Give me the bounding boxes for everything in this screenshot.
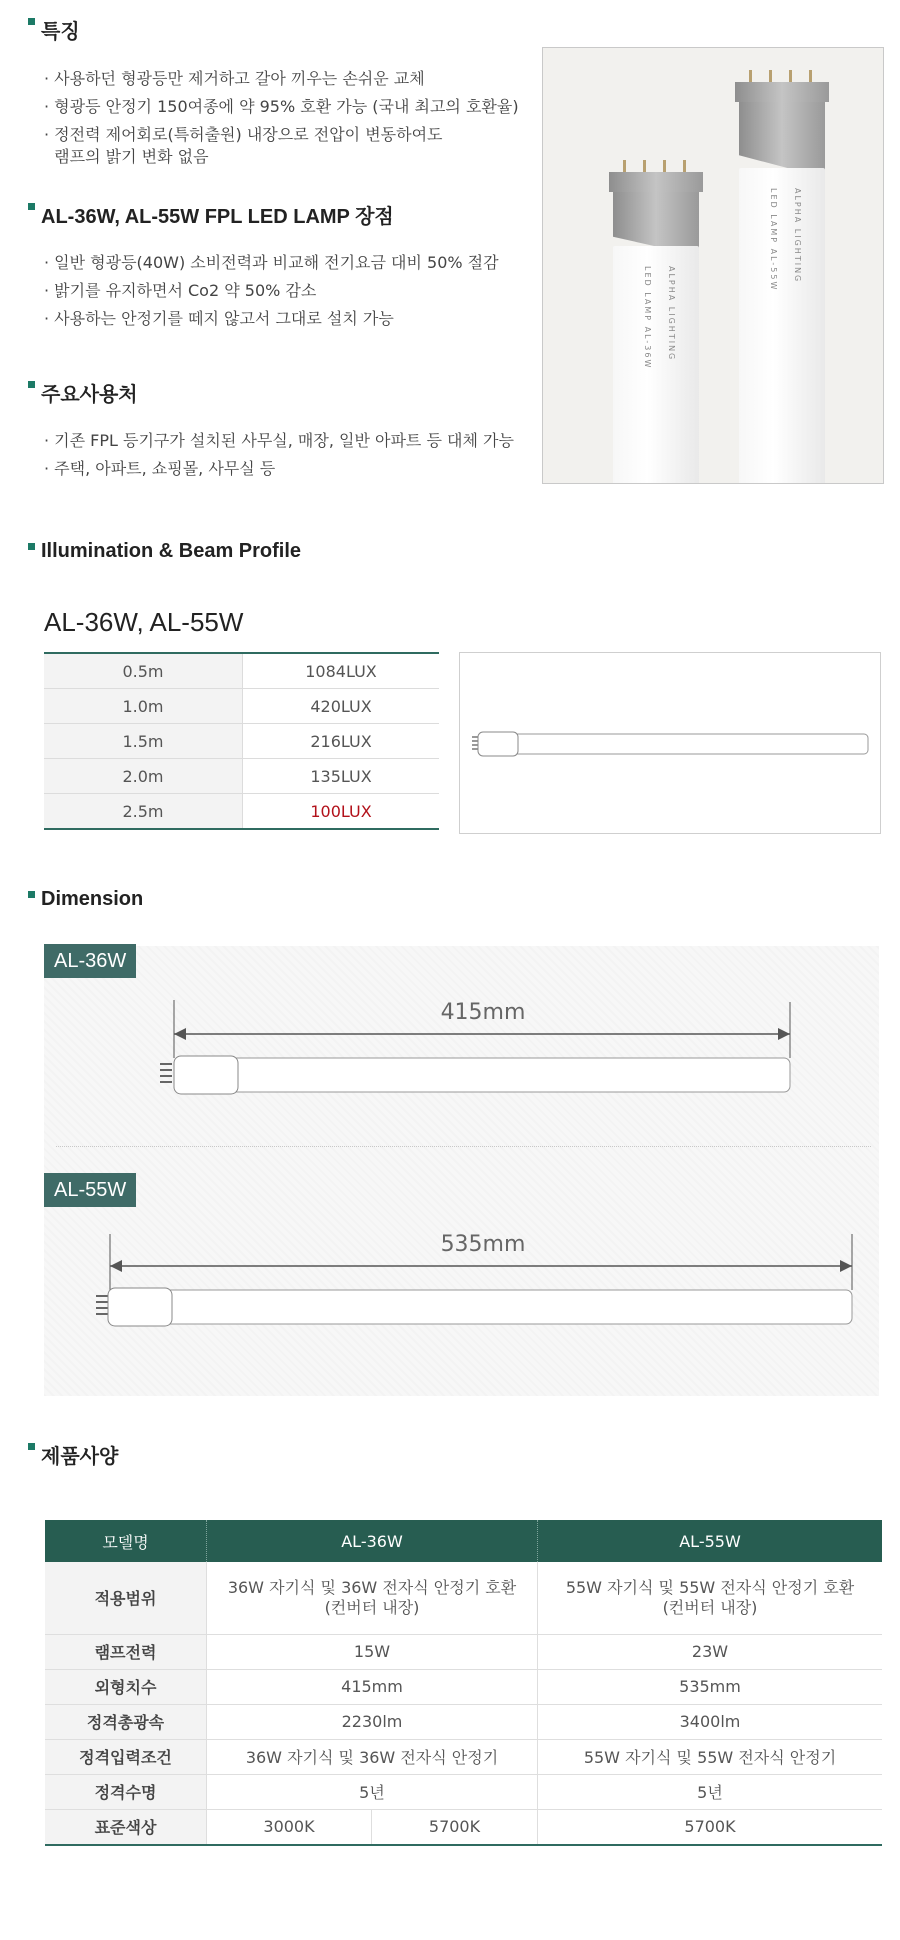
illumination-model: AL-36W, AL-55W [44,607,244,637]
distance-cell: 1.5m [44,724,243,759]
list-item: · 사용하는 안정기를 떼지 않고서 그대로 설치 가능 [44,309,394,328]
lux-cell: 100LUX [243,794,440,830]
row-header: 표준색상 [45,1809,207,1845]
distance-cell: 2.0m [44,759,243,794]
lamp-model-text: LED LAMP AL-55W [769,188,778,292]
distance-cell: 0.5m [44,653,243,689]
lamp-tube-shape [478,734,868,754]
arrow-right-icon [840,1260,852,1272]
spec-cell: 15W [207,1634,538,1669]
list-item: · 밝기를 유지하면서 Co2 약 50% 감소 [44,281,317,300]
arrow-left-icon [174,1028,186,1040]
spec-cell: 36W 자기식 및 36W 전자식 안정기 호환 (컨버터 내장) [207,1562,538,1634]
list-item: 램프의 밝기 변화 없음 [44,147,209,166]
row-header: 정격수명 [45,1774,207,1809]
lamp-brand-text: ALPHA LIGHTING [793,188,802,284]
list-item: · 형광등 안정기 150여종에 약 95% 호환 가능 (국내 최고의 호환율) [44,97,519,116]
table-row [45,1634,882,1669]
spec-cell: 5700K [372,1809,538,1845]
lux-cell: 135LUX [243,759,440,794]
spec-cell: 3400lm [538,1704,883,1739]
usage-title: 주요사용처 [28,378,138,407]
table-row [44,689,439,724]
table-row [45,1669,882,1704]
spec-cell: 5년 [207,1774,538,1809]
arrow-right-icon [778,1028,790,1040]
section-bullet-icon [28,543,35,550]
section-bullet-icon [28,381,35,388]
lamp-tube-shape [108,1290,852,1324]
lux-table [44,652,439,830]
spec-cell: 2230lm [207,1704,538,1739]
row-header: 램프전력 [45,1634,207,1669]
spec-cell: 5년 [538,1774,883,1809]
spec-cell: 55W 자기식 및 55W 전자식 안정기 호환 (컨버터 내장) [538,1562,883,1634]
lamp-cap-shape [108,1288,172,1326]
table-row [44,759,439,794]
dimension-length: 535mm [440,1232,526,1257]
spec-cell: 535mm [538,1669,883,1704]
lamp-pins-icon [96,1296,108,1314]
lamp-pins-icon [472,737,478,749]
lux-cell: 1084LUX [243,653,440,689]
table-row [44,653,439,689]
spec-cell: 55W 자기식 및 55W 전자식 안정기 [538,1739,883,1774]
header-al36w: AL-36W [207,1520,538,1562]
table-header-row [45,1520,882,1562]
header-al55w: AL-55W [538,1520,883,1562]
dimension-divider [56,1146,871,1147]
table-row [45,1562,882,1634]
table-row [44,724,439,759]
dimension-model-label: AL-55W [44,1173,136,1207]
list-item: · 정전력 제어회로(특허출원) 내장으로 전압이 변동하여도 [44,125,443,144]
lamp-model-text: LED LAMP AL-36W [643,266,652,370]
lamp-cap-shape [174,1056,238,1094]
spec-cell: 415mm [207,1669,538,1704]
lamp-pins-icon [160,1064,172,1082]
dimension-model-label: AL-36W [44,944,136,978]
lamp-cap-shape [478,732,518,756]
list-item: · 일반 형광등(40W) 소비전력과 비교해 전기요금 대비 50% 절감 [44,253,499,272]
product-photo [542,47,884,484]
dimension-drawing-55w [90,1232,870,1332]
spec-cell: 5700K [538,1809,883,1845]
lamp-cap [609,172,703,192]
list-item: · 주택, 아파트, 쇼핑몰, 사무실 등 [44,459,276,478]
dimension-drawing-36w [150,1000,810,1100]
row-header: 정격총광속 [45,1704,207,1739]
distance-cell: 2.5m [44,794,243,830]
dimension-length: 415mm [440,1000,526,1025]
table-row [44,794,439,830]
header-model: 모델명 [45,1520,207,1562]
beam-lamp-illustration [460,653,880,833]
section-bullet-icon [28,1443,35,1450]
arrow-left-icon [110,1260,122,1272]
lamp-cap [735,82,829,102]
spec-cell: 36W 자기식 및 36W 전자식 안정기 [207,1739,538,1774]
row-header: 외형치수 [45,1669,207,1704]
spec-table [45,1520,882,1846]
lamp-brand-text: ALPHA LIGHTING [667,266,676,362]
row-header: 정격입력조건 [45,1739,207,1774]
lux-cell: 420LUX [243,689,440,724]
spec-cell: 3000K [207,1809,372,1845]
table-row [45,1809,882,1845]
table-row [45,1704,882,1739]
dimension-title: Dimension [28,888,143,911]
lamp-tube-shape [174,1058,790,1092]
beam-profile-box [459,652,881,834]
section-bullet-icon [28,203,35,210]
table-row [45,1774,882,1809]
section-bullet-icon [28,891,35,898]
table-row [45,1739,882,1774]
distance-cell: 1.0m [44,689,243,724]
lux-cell: 216LUX [243,724,440,759]
lamp-body-small [613,246,699,484]
spec-title: 제품사양 [28,1440,118,1469]
lamp-cap [739,102,825,178]
illumination-title: Illumination & Beam Profile [28,540,301,563]
features-title: 특징 [28,15,80,44]
spec-cell: 23W [538,1634,883,1669]
section-bullet-icon [28,18,35,25]
row-header: 적용범위 [45,1562,207,1634]
lamp-body-large [739,168,825,484]
list-item: · 사용하던 형광등만 제거하고 갈아 끼우는 손쉬운 교체 [44,69,425,88]
list-item: · 기존 FPL 등기구가 설치된 사무실, 매장, 일반 아파트 등 대체 가능 [44,431,514,450]
advantages-title: AL-36W, AL-55W FPL LED LAMP 장점 [28,200,394,229]
